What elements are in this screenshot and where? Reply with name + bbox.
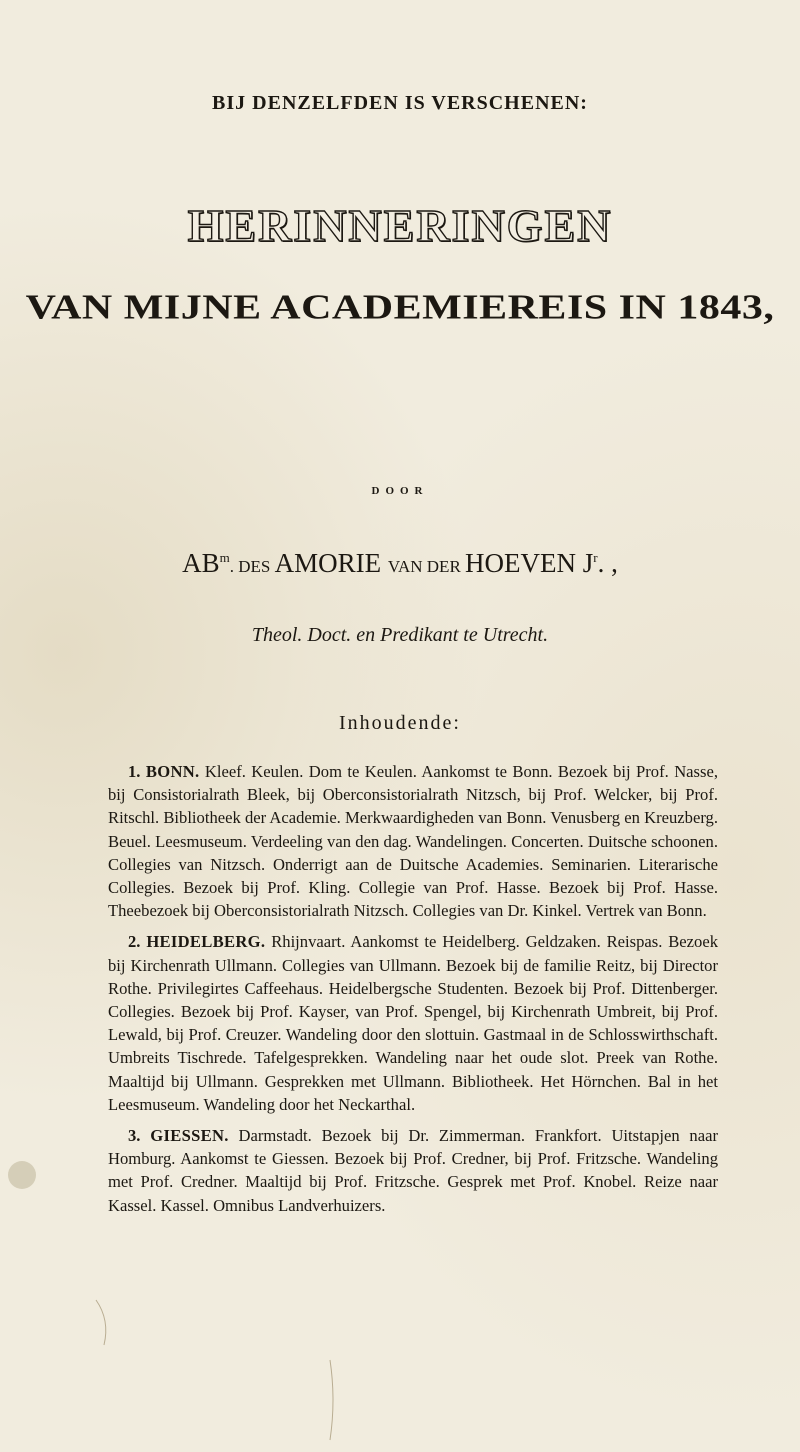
pencil-mark: [96, 1300, 106, 1345]
author-amorie: AMORIE: [274, 548, 388, 578]
author-first: AB: [182, 548, 220, 578]
chapter-entry: [108, 930, 718, 1116]
author-end: . ,: [597, 548, 618, 578]
chapter-text: Kleef. Keulen. Dom te Keulen. Aankomst te Bonn. Bezoek bij Prof. Nasse, bij Consistorialrath Bleek, bij Oberconsistorialrath Nitzsch, bij Prof. Welcker, bij Prof. Ritschl. Bibliotheek der Academie. Merkwaardigheden van Bonn. Venusberg en Kreuzberg. Beuel. Leesmuseum. Verdeeling van den dag. Wandelingen. Concerten. Duitsche schoonen. Collegies van Nitzsch. Onderrigt aan de Duitsche Academies. Seminarien. Literarische Collegies. Bezoek bij Prof. Kling. Collegie van Prof. Hasse. Bezoek bij Prof. Hasse. Theebezoek bij Oberconsistorialrath Nitzsch. Collegies van Dr. Kinkel. Vertrek van Bonn.: [108, 762, 718, 921]
contents-list: [108, 760, 718, 1225]
chapter-place: HEIDELBERG.: [146, 932, 266, 952]
chapter-number: 1.: [128, 762, 141, 781]
chapter-entry: [108, 760, 718, 922]
chapter-number: 3.: [128, 1126, 141, 1146]
author-last-sup: r: [593, 550, 598, 565]
author-first-sup: m: [219, 550, 230, 565]
contents-heading: Inhoudende:: [339, 712, 461, 734]
chapter-entry: [108, 1124, 718, 1217]
author-line: [0, 548, 800, 579]
library-stamp: [8, 1161, 36, 1189]
author-affiliation: Theol. Doct. en Predikant te Utrecht.: [251, 624, 549, 646]
chapter-place: GIESSEN.: [150, 1126, 229, 1146]
announcement-heading: BIJ DENZELFDEN IS VERSCHENEN:: [212, 92, 588, 114]
chapter-place: BONN.: [145, 762, 200, 781]
author-des: . DES: [229, 557, 275, 576]
pencil-mark: [330, 1360, 333, 1440]
door-label: DOOR: [371, 485, 429, 497]
chapter-text: Rhijnvaart. Aankomst te Heidelberg. Geldzaken. Reispas. Bezoek bij Kirchenrath Ullmann. Collegies van Ullmann. Bezoek bij de familie Reitz, bij Director Rothe. Privilegirtes Caffeehaus. Heidelbergsche Studenten. Bezoek bij Prof. Dittenberger. Collegies. Bezoek bij Prof. Kayser, van Prof. Spengel, bij Kirchenrath Umbreit, bij Prof. Lewald, bij Prof. Creuzer. Wandeling door den slottuin. Gastmaal in de Schlosswirthschaft. Umbreits Tischrede. Tafelgesprekken. Wandeling naar het oude slot. Preek van Rothe. Maaltijd bij Ullmann. Gesprekken met Ullmann. Bibliotheek. Het Hörnchen. Bal in het Leesmuseum. Wandeling door het Neckarthal.: [108, 932, 718, 1114]
title-main: HERINNERINGEN: [187, 200, 613, 251]
author-van-der: VAN DER: [387, 557, 466, 576]
title-subtitle: VAN MIJNE ACADEMIEREIS IN 1843,: [25, 288, 775, 327]
chapter-text: Darmstadt. Bezoek bij Dr. Zimmerman. Frankfort. Uitstapjen naar Homburg. Aankomst te Giessen. Bezoek bij Prof. Credner, bij Prof. Fritzsche. Wandeling met Prof. Credner. Maaltijd bij Prof. Fritzsche. Gesprek met Prof. Knobel. Reize naar Kassel. Kassel. Omnibus Landverhuizers.: [108, 1126, 718, 1215]
decorative-title: [0, 200, 800, 252]
author-last: HOEVEN J: [465, 548, 594, 578]
chapter-number: 2.: [128, 932, 141, 952]
